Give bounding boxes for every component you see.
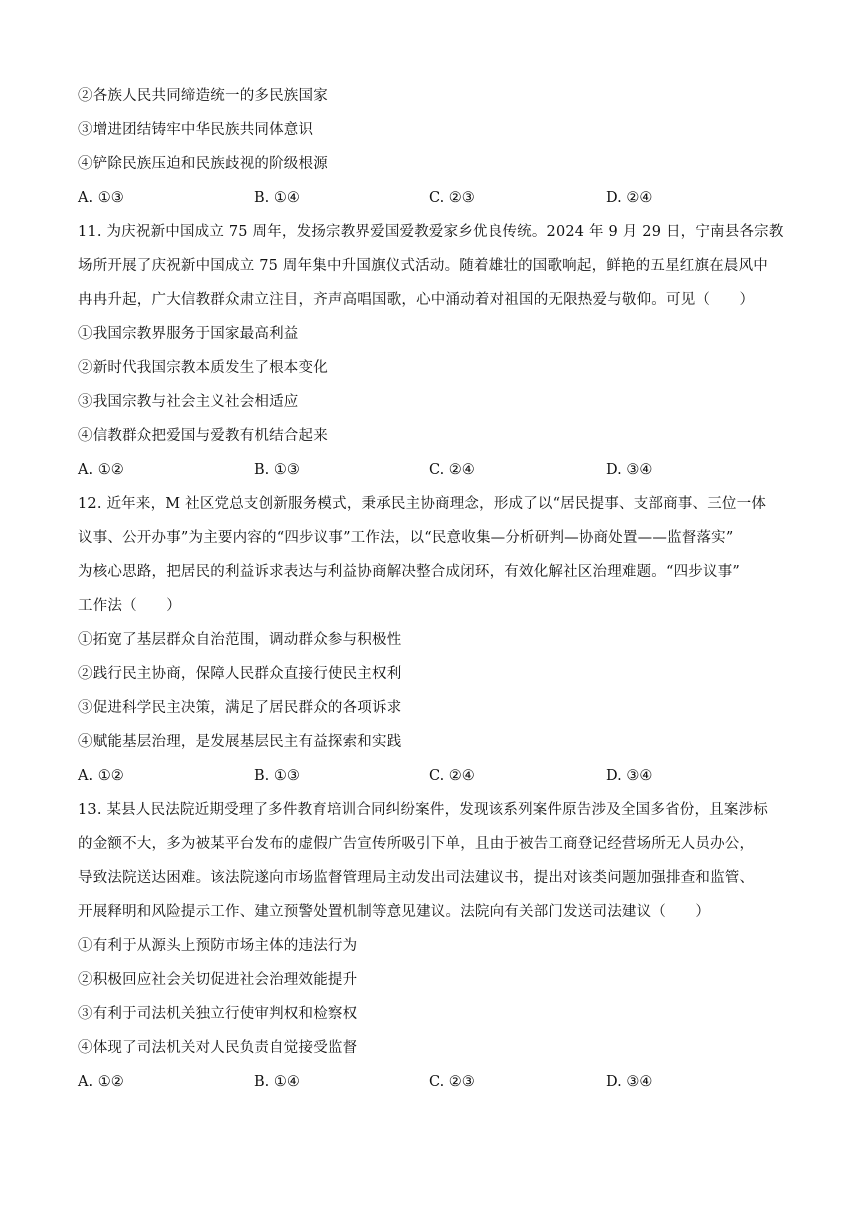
q11-item-2: ②新时代我国宗教本质发生了根本变化 (78, 360, 328, 376)
q12-stem-line: 议事、公开办事”为主要内容的“四步议事”工作法，以“民意收集—分析研判—协商处置——监督落实” (78, 530, 734, 546)
q11-item-1: ①我国宗教界服务于国家最高利益 (78, 326, 299, 342)
q13-stem-line: 导致法院送达困难。该法院遂向市场监督管理局主动发出司法建议书，提出对该类问题加强排查和监管、 (78, 870, 755, 886)
q13-option-c[interactable]: C. ②③ (429, 1074, 475, 1090)
q12-options (78, 766, 798, 786)
q10-options (78, 188, 798, 208)
q12-stem-line: 工作法（ ） (78, 598, 181, 614)
q13-option-a[interactable]: A. ①② (78, 1074, 124, 1090)
q11-option-c[interactable]: C. ②④ (429, 462, 475, 478)
q13-item-1: ①有利于从源头上预防市场主体的违法行为 (78, 938, 358, 954)
q10-item-3: ③增进团结铸牢中华民族共同体意识 (78, 122, 314, 138)
q10-option-d[interactable]: D. ②④ (606, 190, 653, 206)
q12-item-3: ③促进科学民主决策，满足了居民群众的各项诉求 (78, 700, 402, 716)
q10-item-2: ②各族人民共同缔造统一的多民族国家 (78, 88, 328, 104)
q13-stem-line: 开展释明和风险提示工作、建立预警处置机制等意见建议。法院向有关部门发送司法建议（ ） (78, 904, 711, 920)
q12-item-4: ④赋能基层治理，是发展基层民主有益探索和实践 (78, 734, 402, 750)
q11-stem-line: 冉冉升起，广大信教群众肃立注目，齐声高唱国歌，心中涌动着对祖国的无限热爱与敬仰。可见（ ） (78, 292, 755, 308)
q11-stem-line: 11. 为庆祝新中国成立 75 周年，发扬宗教界爱国爱教爱家乡优良传统。2024 年 9 月 29 日，宁南县各宗教 (78, 224, 784, 240)
q12-stem-line: 12. 近年来，M 社区党总支创新服务模式，秉承民主协商理念，形成了以“居民提事、支部商事、三位一体 (78, 496, 767, 512)
q11-stem-line: 场所开展了庆祝新中国成立 75 周年集中升国旗仪式活动。随着雄壮的国歌响起，鲜艳的五星红旗在晨风中 (78, 258, 768, 274)
q13-option-d[interactable]: D. ③④ (606, 1074, 653, 1090)
q13-item-4: ④体现了司法机关对人民负责自觉接受监督 (78, 1040, 358, 1056)
q12-option-c[interactable]: C. ②④ (429, 768, 475, 784)
q12-option-a[interactable]: A. ①② (78, 768, 124, 784)
q13-option-b[interactable]: B. ①④ (254, 1074, 300, 1090)
q10-item-4: ④铲除民族压迫和民族歧视的阶级根源 (78, 156, 328, 172)
q11-item-4: ④信教群众把爱国与爱教有机结合起来 (78, 428, 328, 444)
q10-option-b[interactable]: B. ①④ (254, 190, 300, 206)
q11-option-a[interactable]: A. ①② (78, 462, 124, 478)
q13-item-3: ③有利于司法机关独立行使审判权和检察权 (78, 1006, 358, 1022)
q13-options (78, 1072, 798, 1092)
q11-option-d[interactable]: D. ③④ (606, 462, 653, 478)
q13-item-2: ②积极回应社会关切促进社会治理效能提升 (78, 972, 358, 988)
q12-option-d[interactable]: D. ③④ (606, 768, 653, 784)
q12-stem-line: 为核心思路，把居民的利益诉求表达与利益协商解决整合成闭环，有效化解社区治理难题。“四步议事” (78, 564, 741, 580)
q10-option-a[interactable]: A. ①③ (78, 190, 124, 206)
q11-options (78, 460, 798, 480)
q11-item-3: ③我国宗教与社会主义社会相适应 (78, 394, 299, 410)
q12-item-2: ②践行民主协商，保障人民群众直接行使民主权利 (78, 666, 402, 682)
q10-option-c[interactable]: C. ②③ (429, 190, 475, 206)
q13-stem-line: 的金额不大，多为被某平台发布的虚假广告宣传所吸引下单，且由于被告工商登记经营场所无人员办公， (78, 836, 755, 852)
q13-stem-line: 13. 某县人民法院近期受理了多件教育培训合同纠纷案件，发现该系列案件原告涉及全国多省份，且案涉标 (78, 802, 768, 818)
q12-option-b[interactable]: B. ①③ (254, 768, 300, 784)
q11-option-b[interactable]: B. ①③ (254, 462, 300, 478)
q12-item-1: ①拓宽了基层群众自治范围，调动群众参与积极性 (78, 632, 402, 648)
